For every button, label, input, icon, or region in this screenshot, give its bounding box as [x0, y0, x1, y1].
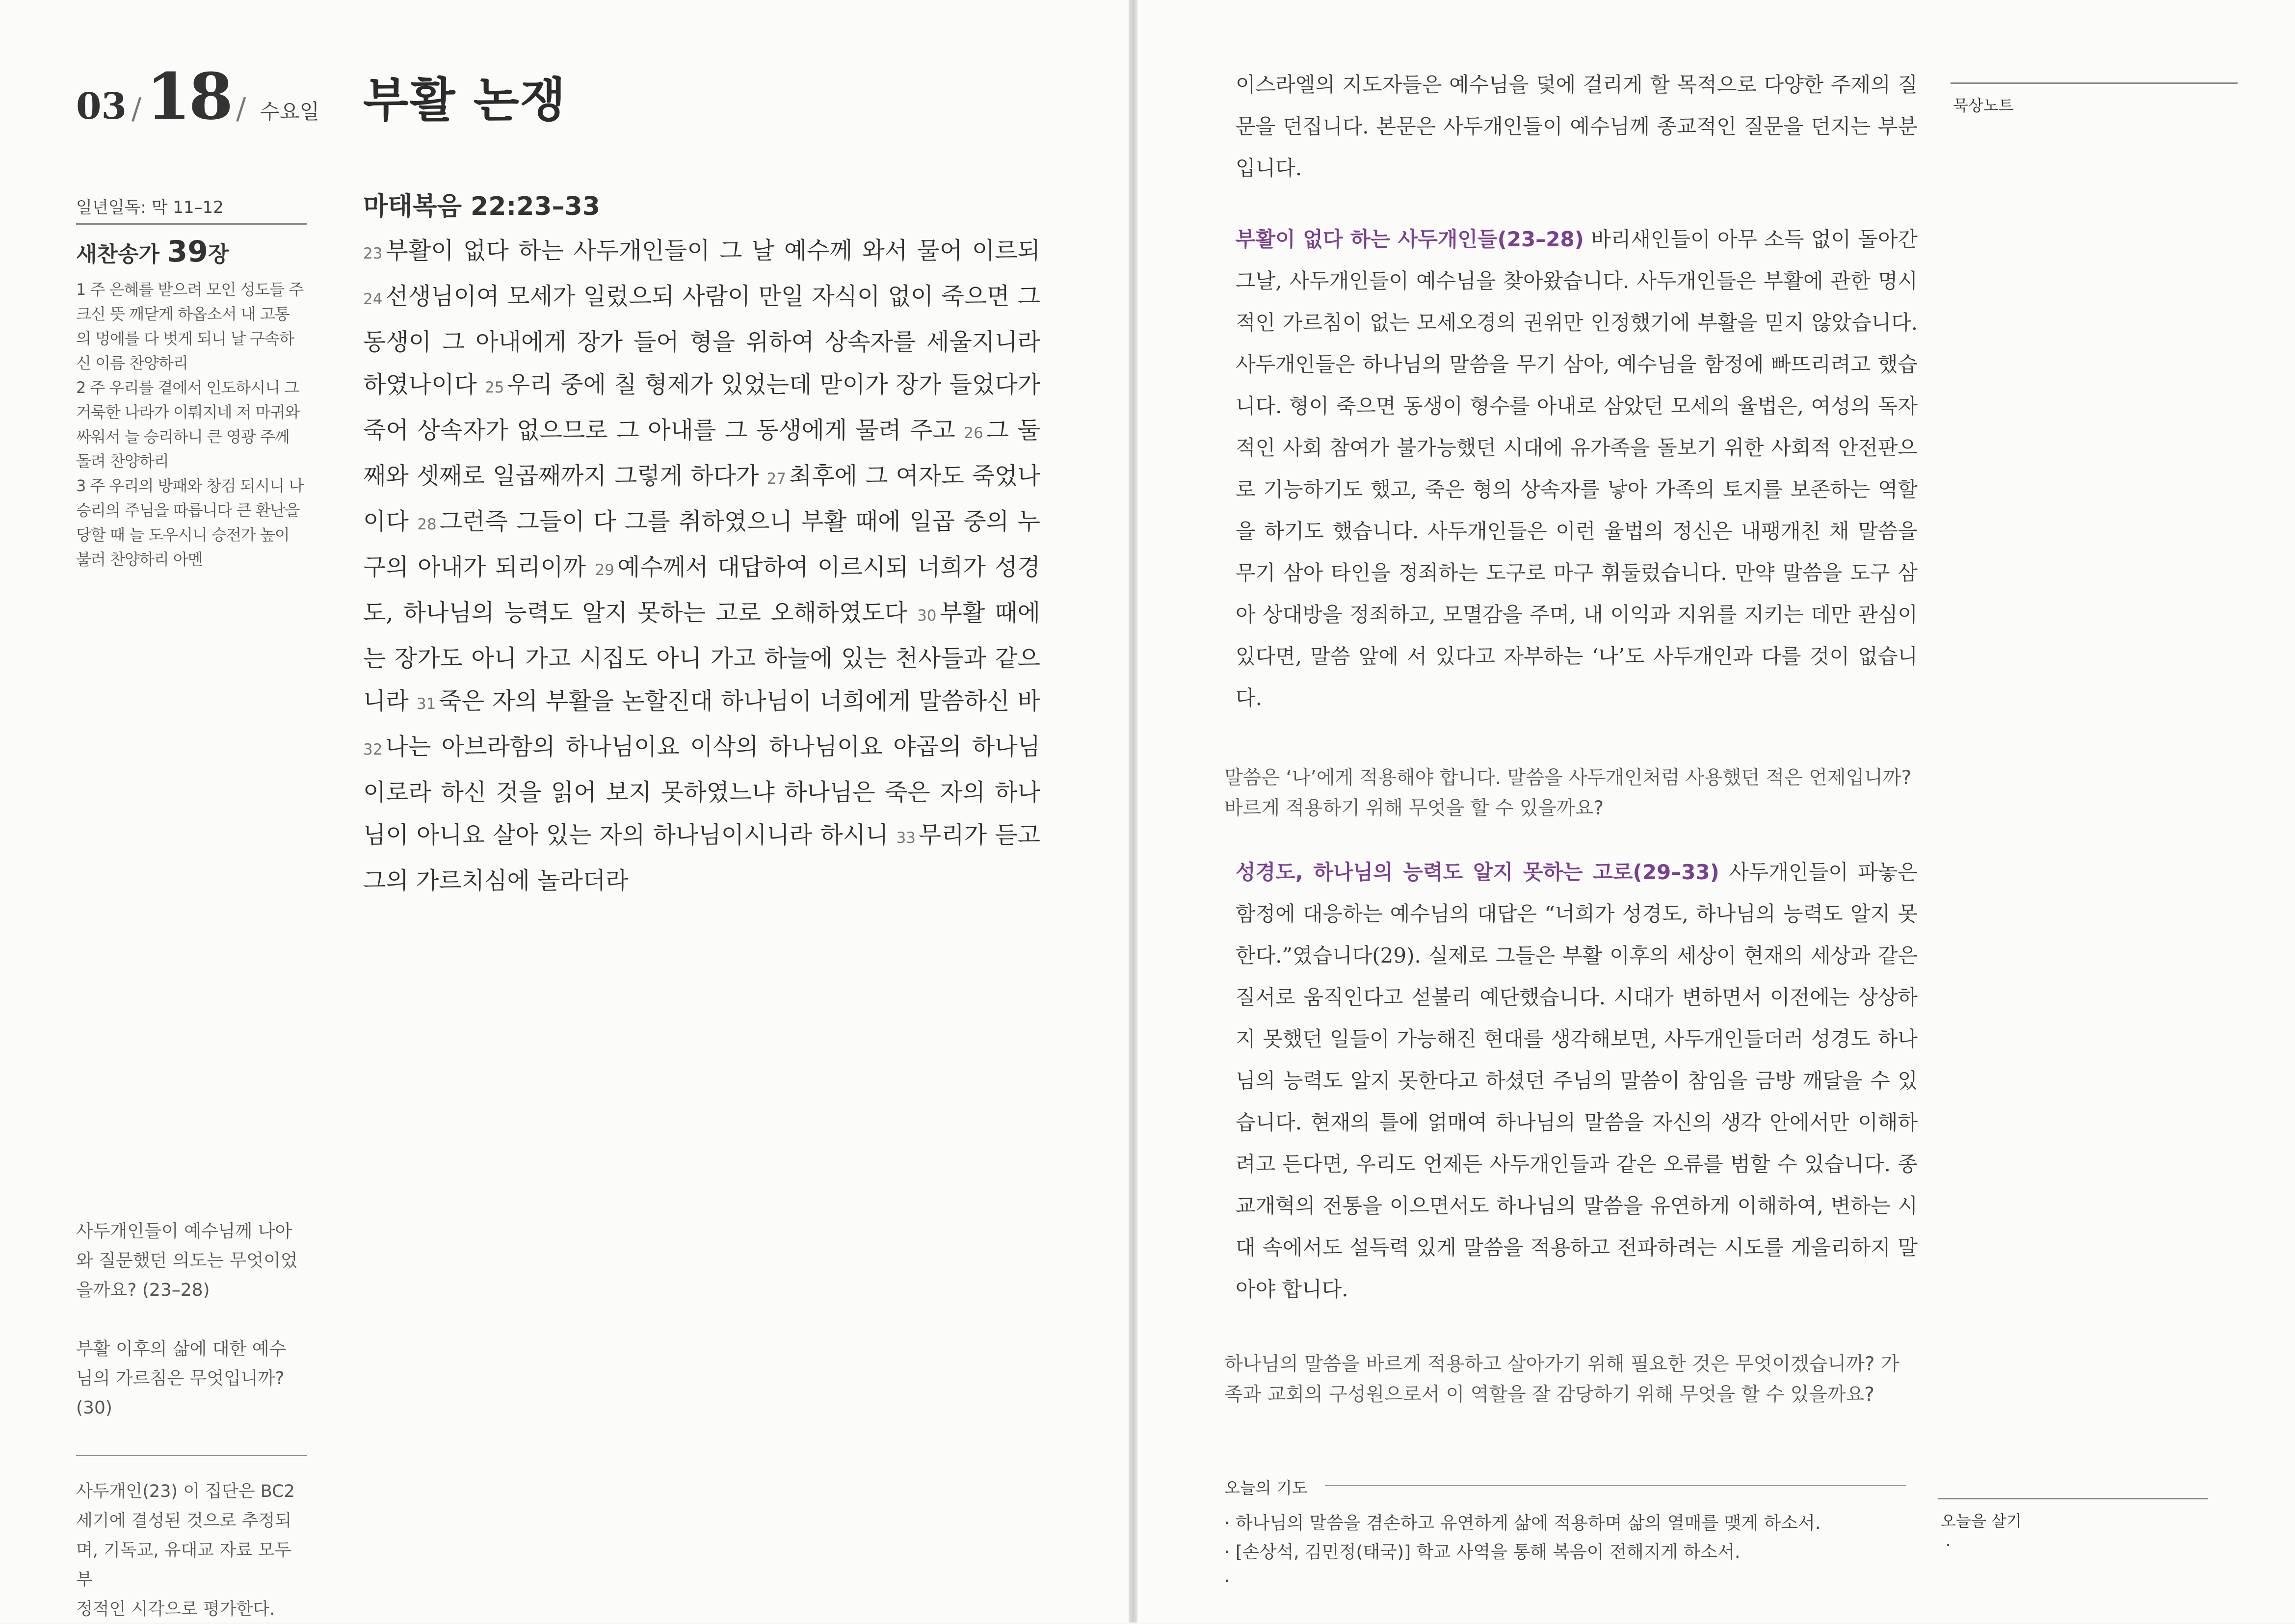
question-line: 을까요? (23–28)	[76, 1280, 210, 1300]
verse-number: 33	[896, 829, 916, 847]
application-question-2: 하나님의 말씀을 바르게 적용하고 살아가기 위해 필요한 것은 무엇이겠습니까? 가족과 교회의 구성원으로서 이 역할을 잘 감당하기 위해 무엇을 할 수 있을까요?	[1224, 1353, 1899, 1406]
book-gutter	[1129, 0, 1137, 1623]
verse-text: 나는 아브라함의 하나님이요 이삭의 하나님이요 야곱의 하나님이로라 하신 것을 읽어 보지 못하였느냐 하나님은 죽은 자의 하나님이 아니요 살아 있는 자의 하나님이시니라 하시니	[363, 733, 1040, 849]
commentary-section-2	[1236, 851, 1918, 1310]
hymn-suffix: 장	[208, 242, 229, 267]
divider	[76, 223, 307, 225]
date-day: 18	[146, 59, 232, 134]
question-line: 님의 가르침은 무엇입니까?	[76, 1368, 285, 1388]
meditation-notes-label: 묵상노트	[1953, 96, 2014, 115]
section-body: 바리새인들이 아무 소득 없이 돌아간 그날, 사두개인들이 예수님을 찾아왔습니다. 사두개인들은 부활에 관한 명시적인 가르침이 없는 모세오경의 권위만 인정했기에 부활을 믿지 않았습니다. 사두개인들은 하나님의 말씀을 무기 삼아, 예수님을 함정에 빠뜨리려고 했습니다. 형이 죽으면 동생이 형수를 아내로 삼았던 모세의 율법은, 여성의 독자적인 사회 참여가 불가능했던 시대에 유가족을 돌보기 위한 사회적 안전판으로 기능하기도 했고, 죽은 형의 상속자를 낳아 가족의 토지를 보존하는 역할을 하기도 했습니다. 사두개인들은 이런 율법의 정신은 내팽개친 채 말씀을 무기 삼아 타인을 정죄하는 도구로 마구 휘둘렀습니다. 만약 말씀을 도구 삼아 상대방을 정죄하고, 모멸감을 주며, 내 이익과 지위를 지키는 데만 관심이 있다면, 말씀 앞에 서 있다고 자부하는 ‘나’도 사두개인과 다를 것이 없습니다.	[1236, 227, 1918, 710]
verse-text: 그런즉 그들이 다 그를 취하였으니 부활 때에 일곱 중의 누구의 아내가 되리이까	[363, 508, 1040, 581]
hymn-number: 39	[167, 235, 208, 269]
hymn-line: 돌려 찬양하리	[76, 452, 169, 471]
living-today-bullet[interactable]: ·	[1946, 1536, 1951, 1554]
prayer-label: 오늘의 기도	[1224, 1478, 1308, 1497]
passage-reference: 마태복음 22:23–33	[363, 192, 600, 221]
question-line: 와 질문했던 의도는 무엇이었	[76, 1251, 298, 1271]
verse-number: 32	[363, 741, 383, 759]
divider	[76, 1455, 307, 1456]
date-slash-2: /	[236, 92, 246, 126]
divider	[1325, 1485, 1906, 1486]
verse-number: 25	[484, 379, 504, 396]
verse-text: 죽은 자의 부활을 논할진대 하나님이 너희에게 말씀하신 바	[439, 687, 1040, 715]
reflection-question-2	[76, 1335, 309, 1423]
date-weekday: 수요일	[260, 100, 320, 124]
divider	[1938, 1498, 2208, 1499]
prayer-item: · [손상석, 김민정(태국)] 학교 사역을 통해 복음이 전해지게 하소서.	[1224, 1542, 1741, 1562]
date-month: 03	[76, 85, 127, 128]
living-today-label: 오늘을 살기	[1941, 1512, 2022, 1530]
question-line: (30)	[76, 1398, 112, 1418]
verse-number: 28	[417, 516, 437, 533]
verse-text: 무리가 듣고 그의 가르치심에 놀라더라	[363, 821, 1040, 894]
page-title: 부활 논쟁	[363, 72, 567, 128]
question-line: 사두개인들이 예수님께 나아	[76, 1221, 292, 1241]
verse-number: 29	[595, 561, 615, 579]
verse-text: 우리 중에 칠 형제가 있었는데 맏이가 장가 들었다가 죽어 상속자가 없으므로 그 아내를 그 동생에게 물려 주고	[363, 371, 1040, 444]
note-line: 며, 기독교, 유대교 자료 모두 부	[76, 1541, 291, 1590]
verse-number: 30	[917, 607, 937, 625]
question-line: 부활 이후의 삶에 대한 예수	[76, 1339, 287, 1359]
hymn-line: 거룩한 나라가 이뤄지네 저 마귀와	[76, 403, 300, 421]
verse-number: 27	[766, 470, 786, 488]
section-body: 사두개인들이 파놓은 함정에 대응하는 예수님의 대답은 “너희가 성경도, 하나님의 능력도 알지 못한다.”였습니다(29). 실제로 그들은 부활 이후의 세상이 현재의 세상과 같은 질서로 움직인다고 섣불리 예단했습니다. 시대가 변하면서 이전에는 상상하지 못했던 일들이 가능해진 현대를 생각해보면, 사두개인들더러 성경도 하나님의 능력도 알지 못한다고 하셨던 주님의 말씀이 참임을 금방 깨달을 수 있습니다. 현재의 틀에 얽매여 하나님의 말씀을 자신의 생각 안에서만 이해하려고 든다면, 우리도 언제든 사두개인들과 같은 오류를 범할 수 있습니다. 종교개혁의 전통을 이으면서도 하나님의 말씀을 유연하게 이해하여, 변하는 시대 속에서도 설득력 있게 말씀을 적용하고 전파하려는 시도를 게을리하지 말아야 합니다.	[1236, 860, 1918, 1301]
hymn-verses	[76, 277, 309, 572]
verse-text: 최후에 그 여자도 죽었나이다	[363, 462, 1040, 535]
hymn-title	[76, 235, 309, 269]
hymn-line: 2 주 우리를 곁에서 인도하시니 그	[76, 378, 299, 397]
hymn-line: 3 주 우리의 방패와 창검 되시니 나	[76, 476, 304, 495]
hymn-line: 승리의 주님을 따릅니다 큰 환난을	[76, 501, 300, 520]
daily-reading: 일년일독: 막 11–12	[76, 198, 224, 217]
hymn-line: 크신 뜻 깨닫게 하옵소서 내 고통	[76, 305, 290, 323]
verse-text: 부활 때에는 장가도 아니 가고 시집도 아니 가고 하늘에 있는 천사들과 같으니라	[363, 599, 1040, 715]
scripture-text	[363, 230, 1040, 902]
section-heading: 부활이 없다 하는 사두개인들(23–28)	[1236, 227, 1584, 251]
hymn-line: 불러 찬양하리 아멘	[76, 550, 203, 569]
prayer-item: ·	[1224, 1571, 1230, 1591]
date-slash: /	[131, 92, 142, 126]
application-question-1: 말씀은 ‘나’에게 적용해야 합니다. 말씀을 사두개인처럼 사용했던 적은 언제입니까? 바르게 적용하기 위해 무엇을 할 수 있을까요?	[1224, 767, 1912, 819]
hymn-line: 의 멍에를 다 벗게 되니 날 구속하	[76, 329, 294, 348]
section-heading: 성경도, 하나님의 능력도 알지 못하는 고로(29–33)	[1236, 860, 1719, 884]
glossary-note	[76, 1477, 309, 1624]
hymn-line: 1 주 은혜를 받으려 모인 성도들 주	[76, 280, 304, 299]
hymn-line: 신 이름 찬양하리	[76, 354, 188, 372]
commentary-section-1	[1236, 218, 1918, 719]
verse-text: 선생님이여 모세가 일렀으되 사람이 만일 자식이 없이 죽으면 그 동생이 그 아내에게 장가 들어 형을 위하여 상속자를 세울지니라 하였나이다	[363, 283, 1040, 398]
prayer-list	[1224, 1509, 1820, 1596]
commentary-intro: 이스라엘의 지도자들은 예수님을 덫에 걸리게 할 목적으로 다양한 주제의 질문을 던집니다. 본문은 사두개인들이 예수님께 종교적인 질문을 던지는 부분입니다.	[1236, 73, 1918, 180]
reflection-question-1	[76, 1217, 309, 1305]
note-line: 세기에 결성된 것으로 추정되	[76, 1511, 292, 1531]
verse-number: 26	[964, 424, 983, 442]
divider	[1951, 82, 2238, 84]
hymn-line: 당할 때 늘 도우시니 승전가 높이	[76, 525, 290, 544]
verse-text: 그 둘째와 셋째로 일곱째까지 그렇게 하다가	[363, 417, 1041, 490]
verse-number: 31	[416, 695, 436, 713]
note-line: 사두개인(23) 이 집단은 BC2	[76, 1482, 295, 1501]
verse-text: 예수께서 대답하여 이르시되 너희가 성경도, 하나님의 능력도 알지 못하는 고로 오해하였도다	[363, 553, 1040, 627]
note-line: 정적인 시각으로 평가한다.	[76, 1599, 275, 1619]
verse-number: 24	[363, 290, 383, 308]
prayer-item: · 하나님의 말씀을 겸손하고 유연하게 삶에 적용하며 삶의 열매를 맺게 하소서.	[1224, 1513, 1821, 1533]
verse-text: 부활이 없다 하는 사두개인들이 그 날 예수께 와서 물어 이르되	[385, 237, 1040, 264]
verse-number: 23	[363, 245, 383, 262]
hymn-prefix: 새찬송가	[76, 242, 160, 267]
date-header	[76, 59, 319, 134]
hymn-line: 싸워서 늘 승리하니 큰 영광 주께	[76, 427, 290, 446]
